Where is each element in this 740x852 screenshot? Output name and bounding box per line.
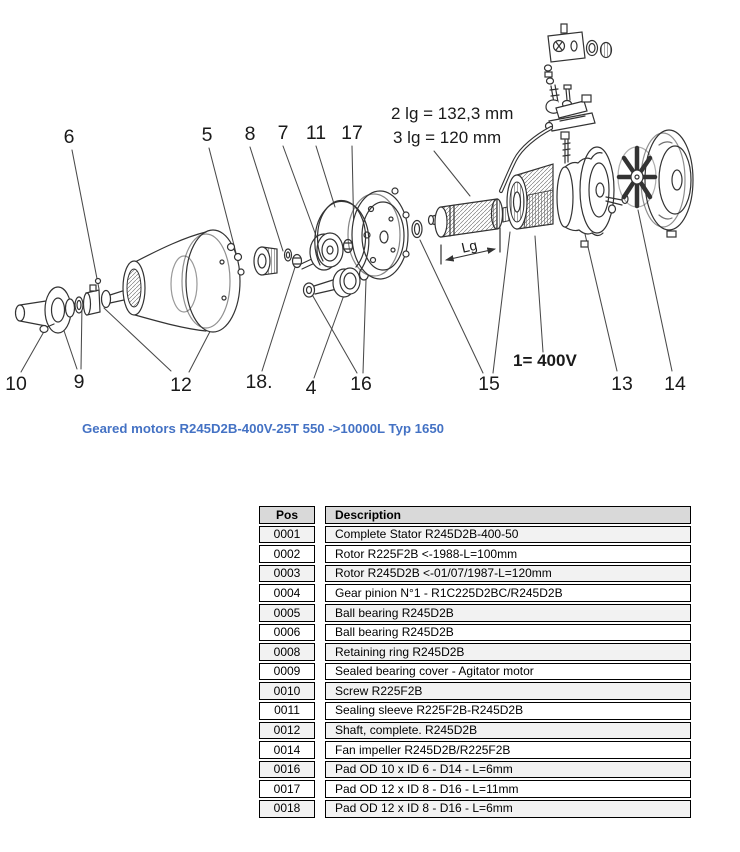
voltage-annotation: 1= 400V (513, 351, 577, 370)
pos-cell: 0001 (259, 526, 315, 544)
pos-cell: 0003 (259, 565, 315, 583)
callout-7: 7 (277, 122, 289, 144)
callout-18: 18. (245, 371, 273, 393)
sealing-ring (412, 221, 422, 238)
callout-6: 6 (63, 126, 75, 148)
callout-9: 9 (73, 371, 85, 393)
callout-8: 8 (244, 123, 256, 145)
description-cell: Ball bearing R245D2B (325, 624, 691, 642)
callout-15: 15 (478, 373, 500, 395)
callout-4: 4 (305, 377, 317, 399)
description-cell: Gear pinion N°1 - R1C225D2BC/R245D2B (325, 584, 691, 602)
pos-cell: 0018 (259, 800, 315, 818)
callout-5: 5 (201, 124, 213, 146)
callout-13: 13 (611, 373, 633, 395)
description-cell: Rotor R225F2B <-1988-L=100mm (325, 545, 691, 563)
pos-cell: 0012 (259, 722, 315, 740)
description-cell: Retaining ring R245D2B (325, 643, 691, 661)
callout-10: 10 (5, 373, 27, 395)
dimension-label: Lg (459, 236, 479, 256)
housing-bolt (228, 244, 235, 251)
callout-17: 17 (341, 122, 363, 144)
pos-cell: 0006 (259, 624, 315, 642)
pos-cell: 0004 (259, 584, 315, 602)
description-cell: Sealed bearing cover - Agitator motor (325, 663, 691, 681)
stator (507, 164, 553, 229)
description-cell: Sealing sleeve R225F2B-R245D2B (325, 702, 691, 720)
lower-gear-shaft (304, 268, 369, 297)
pos-cell: 0014 (259, 741, 315, 759)
description-cell: Pad OD 10 x ID 6 - D14 - L=6mm (325, 761, 691, 779)
fan-impeller (618, 147, 656, 207)
description-cell: Ball bearing R245D2B (325, 604, 691, 622)
housing-bolt (235, 254, 242, 261)
callout-11: 11 (305, 122, 327, 144)
callout-12: 12 (170, 374, 192, 396)
callout-14: 14 (664, 373, 686, 395)
description-cell: Rotor R245D2B <-01/07/1987-L=120mm (325, 565, 691, 583)
parts-table (259, 506, 691, 820)
pos-header: Pos (259, 506, 315, 524)
pos-cell: 0009 (259, 663, 315, 681)
gearbox-housing (123, 230, 244, 332)
callout-16: 16 (350, 373, 372, 395)
pos-column (259, 506, 315, 820)
description-cell: Complete Stator R245D2B-400-50 (325, 526, 691, 544)
output-shaft-flange (16, 287, 75, 333)
terminal-plug-assembly (545, 24, 612, 131)
leader-lines (21, 146, 672, 378)
length-annotation-2: 2 lg = 132,3 mm (391, 104, 514, 123)
description-cell: Pad OD 12 x ID 8 - D16 - L=11mm (325, 780, 691, 798)
length-annotation-3: 3 lg = 120 mm (393, 128, 502, 147)
exploded-diagram (0, 0, 740, 410)
pos-cell: 0017 (259, 780, 315, 798)
diagram-caption: Geared motors R245D2B-400V-25T 550 ->10000L Typ 1650 (82, 421, 444, 436)
retaining-washer (285, 249, 302, 268)
pos-cell: 0010 (259, 682, 315, 700)
pos-cell: 0005 (259, 604, 315, 622)
pos-cell: 0002 (259, 545, 315, 563)
gear-pinion (254, 247, 277, 275)
description-cell: Screw R225F2B (325, 682, 691, 700)
description-header: Description (325, 506, 691, 524)
description-cell: Fan impeller R245D2B/R225F2B (325, 741, 691, 759)
upper-gear-shaft (301, 233, 353, 270)
description-cell: Pad OD 12 x ID 8 - D16 - L=6mm (325, 800, 691, 818)
motor-housing (557, 132, 614, 247)
pos-cell: 0008 (259, 643, 315, 661)
description-column (325, 506, 691, 820)
fan-cover (641, 130, 693, 237)
pos-cell: 0011 (259, 702, 315, 720)
description-cell: Shaft, complete. R245D2B (325, 722, 691, 740)
pos-cell: 0016 (259, 761, 315, 779)
